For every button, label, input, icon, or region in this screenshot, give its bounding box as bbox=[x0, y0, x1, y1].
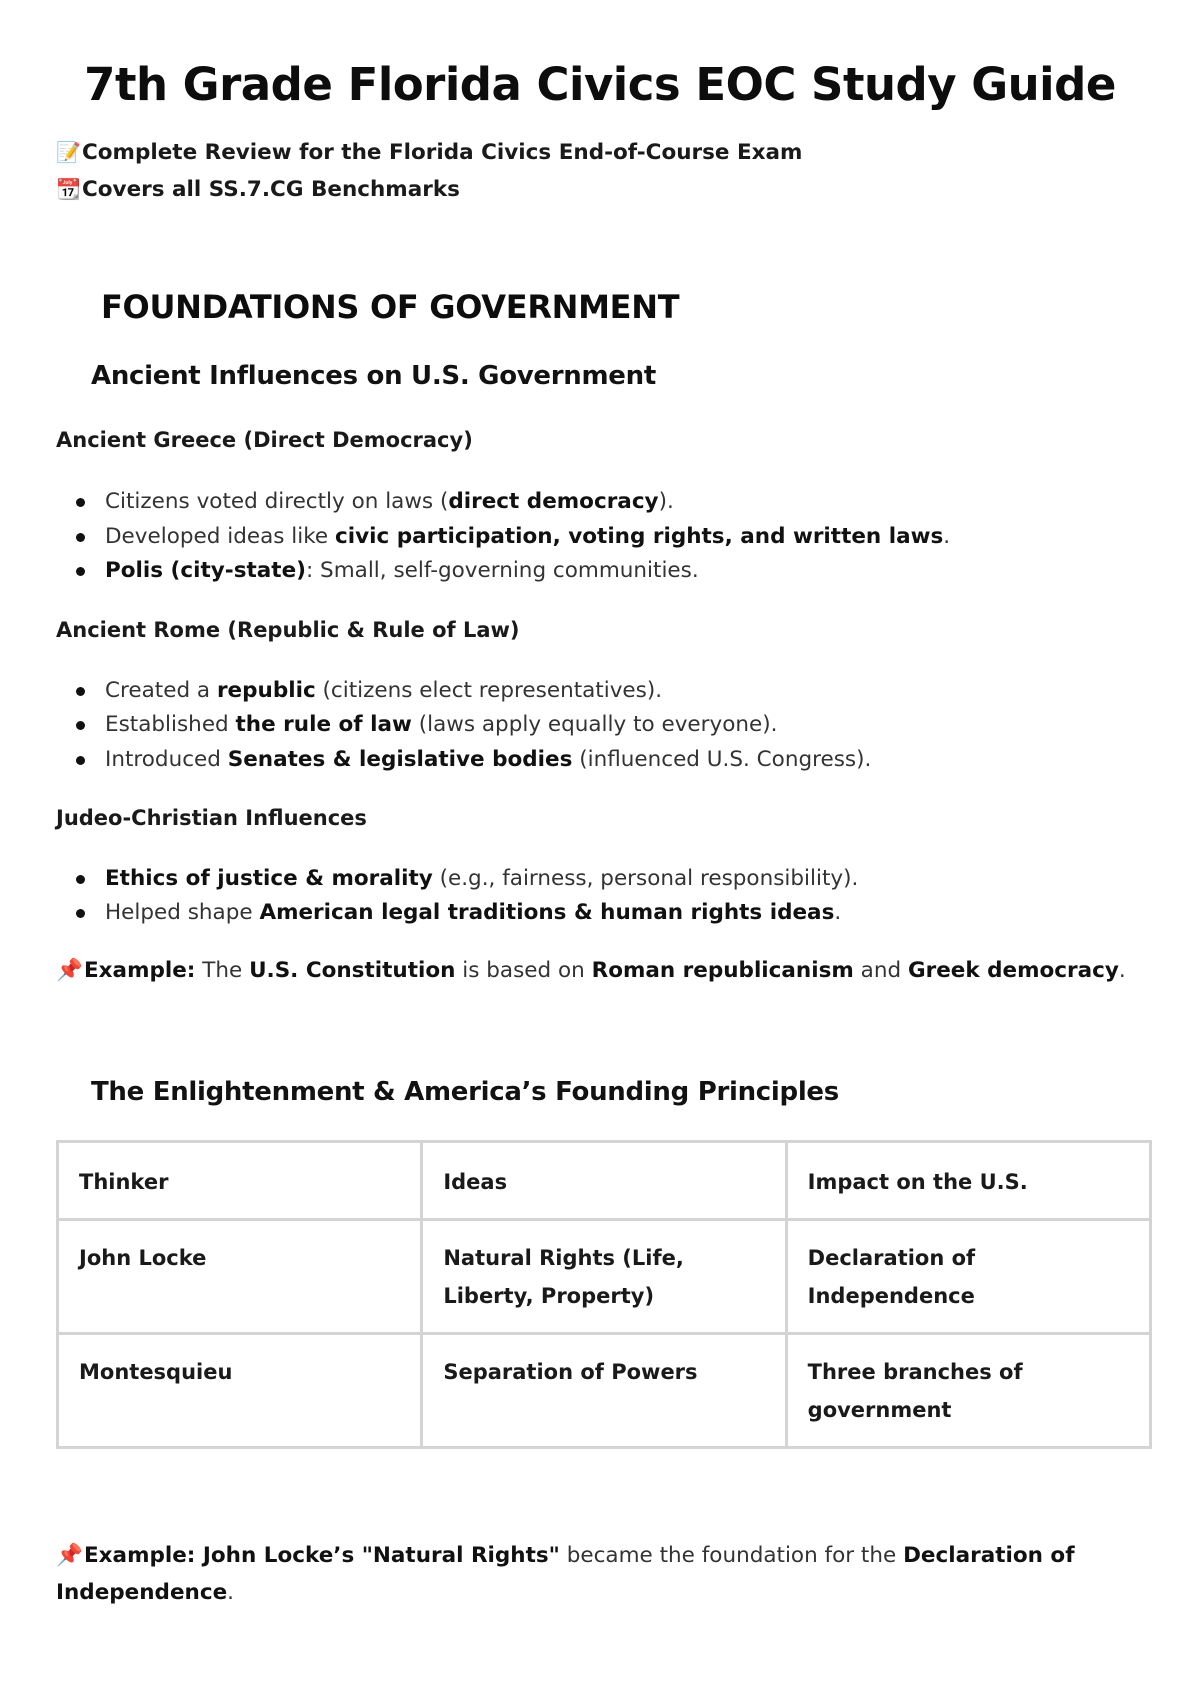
table-header-cell: Thinker bbox=[58, 1142, 422, 1220]
bullet-dot bbox=[76, 687, 85, 696]
bullet-dot bbox=[76, 909, 85, 918]
table-cell: Declaration of Independence bbox=[786, 1220, 1150, 1334]
table-row bbox=[58, 1334, 1151, 1448]
memo-icon: 📝 bbox=[56, 140, 81, 164]
pushpin-icon: 📌 bbox=[56, 958, 83, 983]
bullet-dot bbox=[76, 756, 85, 765]
page-title: 7th Grade Florida Civics EOC Study Guide bbox=[84, 58, 1116, 111]
pushpin-icon: 📌 bbox=[56, 1543, 83, 1568]
bullet-dot bbox=[76, 498, 85, 507]
thinkers-table bbox=[56, 1140, 1152, 1449]
section-heading: FOUNDATIONS OF GOVERNMENT bbox=[101, 288, 680, 326]
subtitle-benchmarks-text: Covers all SS.7.CG Benchmarks bbox=[82, 177, 460, 202]
judeo-christian-heading: Judeo-Christian Influences bbox=[56, 806, 367, 830]
calendar-icon: 📆 bbox=[56, 177, 81, 201]
table-cell: Montesquieu bbox=[58, 1334, 422, 1448]
subtitle-line-benchmarks bbox=[56, 177, 460, 202]
example-constitution: 📌Example: The U.S. Constitution is based on Roman republicanism and Greek democracy. bbox=[56, 958, 1126, 983]
bullet-dot bbox=[76, 721, 85, 730]
rome-heading: Ancient Rome (Republic & Rule of Law) bbox=[56, 618, 520, 642]
table-cell: Separation of Powers bbox=[422, 1334, 786, 1448]
bullet-dot bbox=[76, 567, 85, 576]
table-cell: John Locke bbox=[58, 1220, 422, 1334]
bullet-dot bbox=[76, 875, 85, 884]
subtitle-line-review bbox=[56, 140, 802, 165]
subtitle-review-text: Complete Review for the Florida Civics End-of-Course Exam bbox=[82, 140, 803, 165]
example-natural-rights: 📌Example: John Locke’s "Natural Rights" became the foundation for the Declaration of Independence. bbox=[56, 1537, 1146, 1611]
table-header-row bbox=[58, 1142, 1151, 1220]
subsection-heading-ancient-influences: Ancient Influences on U.S. Government bbox=[91, 361, 656, 391]
table-cell: Three branches of government bbox=[786, 1334, 1150, 1448]
table-header-cell: Impact on the U.S. bbox=[786, 1142, 1150, 1220]
table-cell: Natural Rights (Life, Liberty, Property) bbox=[422, 1220, 786, 1334]
greece-heading: Ancient Greece (Direct Democracy) bbox=[56, 428, 473, 452]
table-header-cell: Ideas bbox=[422, 1142, 786, 1220]
study-guide-page: 7th Grade Florida Civics EOC Study Guide 📝Complete Review for the Florida Civics End-of-Course Exam 📆Covers all SS.7.CG Benchmarks FOUNDATIONS OF GOVERNMENT Ancient Influences on U.S. Government Ancient Greece (Direct Democracy) Citizens voted directly on laws (direct democracy). Developed ideas like civic participation, voting rights, and written laws. Polis (city-state): Small, self-governing communities. Ancient Rome (Republic & Rule of Law) Created a republic (citizens elect representatives). Established the rule of law (laws apply equally to everyone). Introduced Senates & legislative bodies (influenced U.S. Congress). Judeo-Christian Influences Ethics of justice & morality (e.g., fairness, personal responsibility). Helped shape American legal traditions & human rights ideas. 📌Example: The U.S. Constitution is based on Roman republicanism and Greek democracy. The Enlightenment & America’s Founding Principles Thinker Ideas Impact on the U.S. John Locke Natural Rights (Life, Liberty, Property) Declaration of Independence Montesquieu Separation of Powers Three branches of government 📌Example: John Locke’s "Natural Rights" became the foundation for the Declaration of Independence. bbox=[0, 0, 1200, 1696]
bullet-dot bbox=[76, 533, 85, 542]
table-row bbox=[58, 1220, 1151, 1334]
subsection-heading-enlightenment: The Enlightenment & America’s Founding Principles bbox=[91, 1077, 839, 1107]
